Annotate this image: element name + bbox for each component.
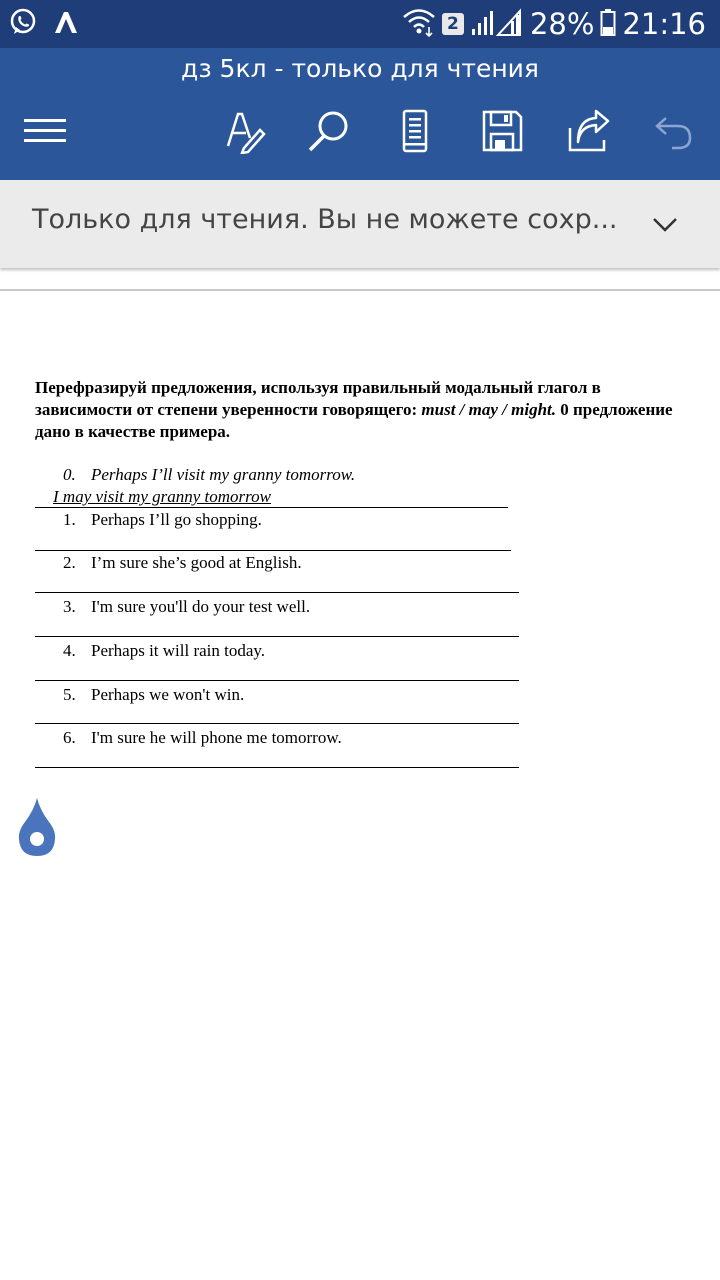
save-icon xyxy=(479,108,525,159)
undo-icon xyxy=(652,108,698,159)
status-bar xyxy=(0,0,720,48)
instruction-line-3: дано в качестве примера. xyxy=(35,422,231,441)
example-sentence: Perhaps I’ll visit my granny tomorrow. xyxy=(91,465,356,484)
status-bar-system xyxy=(402,4,706,44)
chevron-down-icon[interactable] xyxy=(650,210,680,240)
signal-icon xyxy=(470,7,524,42)
cursor-drop-icon[interactable] xyxy=(16,796,58,858)
app-a-icon xyxy=(52,9,80,40)
item-number: 5. xyxy=(63,685,76,704)
answer-line-2 xyxy=(35,592,519,593)
answer-line-1 xyxy=(35,550,511,551)
item-number: 6. xyxy=(63,728,76,747)
undo-button[interactable] xyxy=(652,110,698,156)
item-number: 2. xyxy=(63,553,76,572)
clock: 21:16 xyxy=(622,7,706,41)
battery-percent: 28% xyxy=(529,7,595,41)
mobile-view-icon xyxy=(392,108,438,159)
instruction-line-1: Перефразируй предложения, используя правильный модальный глагол в xyxy=(35,378,601,397)
answer-line-4 xyxy=(35,680,519,681)
mobile-view-button[interactable] xyxy=(392,110,438,156)
search-icon xyxy=(306,108,352,159)
item-number: 4. xyxy=(63,641,76,660)
menu-icon xyxy=(22,116,68,151)
item-sentence: I'm sure you'll do your test well. xyxy=(91,597,311,616)
app-toolbar xyxy=(0,48,720,180)
answer-line-6 xyxy=(35,767,519,768)
answer-line-3 xyxy=(35,636,519,637)
edit-button[interactable] xyxy=(222,110,268,156)
sim-slot-badge: 2 xyxy=(442,13,464,35)
edit-pen-icon xyxy=(222,108,268,159)
whatsapp-icon xyxy=(8,7,38,42)
share-button[interactable] xyxy=(566,110,612,156)
wifi-icon xyxy=(402,7,436,42)
item-number: 3. xyxy=(63,597,76,616)
menu-button[interactable] xyxy=(22,110,68,156)
item-sentence: I’m sure she’s good at English. xyxy=(91,553,302,572)
read-only-message: Только для чтения. Вы не можете сохр... xyxy=(32,204,618,235)
modal-verbs: must / may / might. xyxy=(421,400,557,419)
read-only-banner[interactable] xyxy=(0,180,720,268)
status-bar-notifications xyxy=(8,6,80,42)
save-button[interactable] xyxy=(479,110,525,156)
item-sentence: Perhaps I’ll go shopping. xyxy=(91,510,262,529)
item-sentence: Perhaps it will rain today. xyxy=(91,641,266,660)
share-icon xyxy=(566,108,612,159)
answer-line-5 xyxy=(35,723,519,724)
example-answer: I may visit my granny tomorrow xyxy=(53,487,271,506)
item-sentence: I'm sure he will phone me tomorrow. xyxy=(91,728,342,747)
item-number: 1. xyxy=(63,510,76,529)
document-page[interactable] xyxy=(0,291,720,1280)
instruction-line-2: зависимости от степени уверенности говорящего: must / may / might. 0 предложение xyxy=(35,400,673,419)
battery-icon xyxy=(600,7,616,42)
example-number: 0. xyxy=(63,465,76,484)
search-button[interactable] xyxy=(306,110,352,156)
document-title: дз 5кл - только для чтения xyxy=(181,54,539,83)
answer-line-0 xyxy=(35,507,508,508)
instruction-text xyxy=(35,377,720,443)
item-sentence: Perhaps we won't win. xyxy=(91,685,245,704)
